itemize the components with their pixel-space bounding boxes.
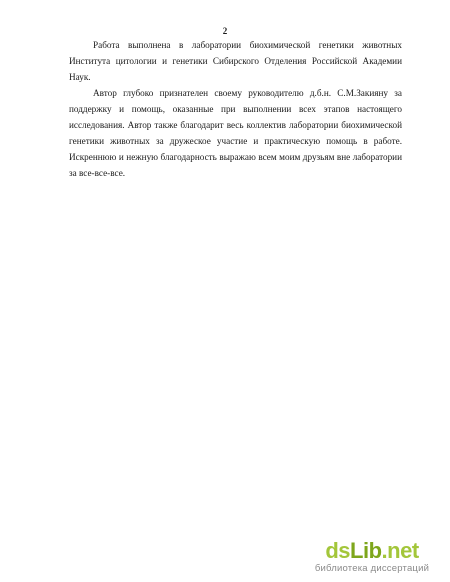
dslib-logo — [312, 539, 432, 563]
logo-part-lib: Lib — [350, 538, 382, 563]
logo-part-ds: ds — [325, 538, 351, 563]
paragraph-affiliation: Работа выполнена в лаборатории биохимической генетики животных Института цитологии и генетики Сибирского Отделения Российской Академии Наук. — [69, 40, 402, 82]
page-number: 2 — [222, 26, 228, 36]
logo-part-net: .net — [381, 538, 419, 563]
document-body — [69, 37, 402, 181]
dslib-watermark — [312, 539, 432, 574]
paragraph-acknowledgements: Автор глубоко признателен своему руководителю д.б.н. С.М.Закияну за поддержку и помощь, оказанные при выполнении всех этапов настоящего исследования. Автор также благодарит весь коллектив лаборатории биохимической генетики животных за дружеское участие и практическую помощь в работе. Искреннюю и нежную благодарность выражаю всем моим друзьям вне лаборатории за все-все-все. — [69, 88, 402, 178]
watermark-subtitle: библиотека диссертаций — [314, 563, 430, 574]
